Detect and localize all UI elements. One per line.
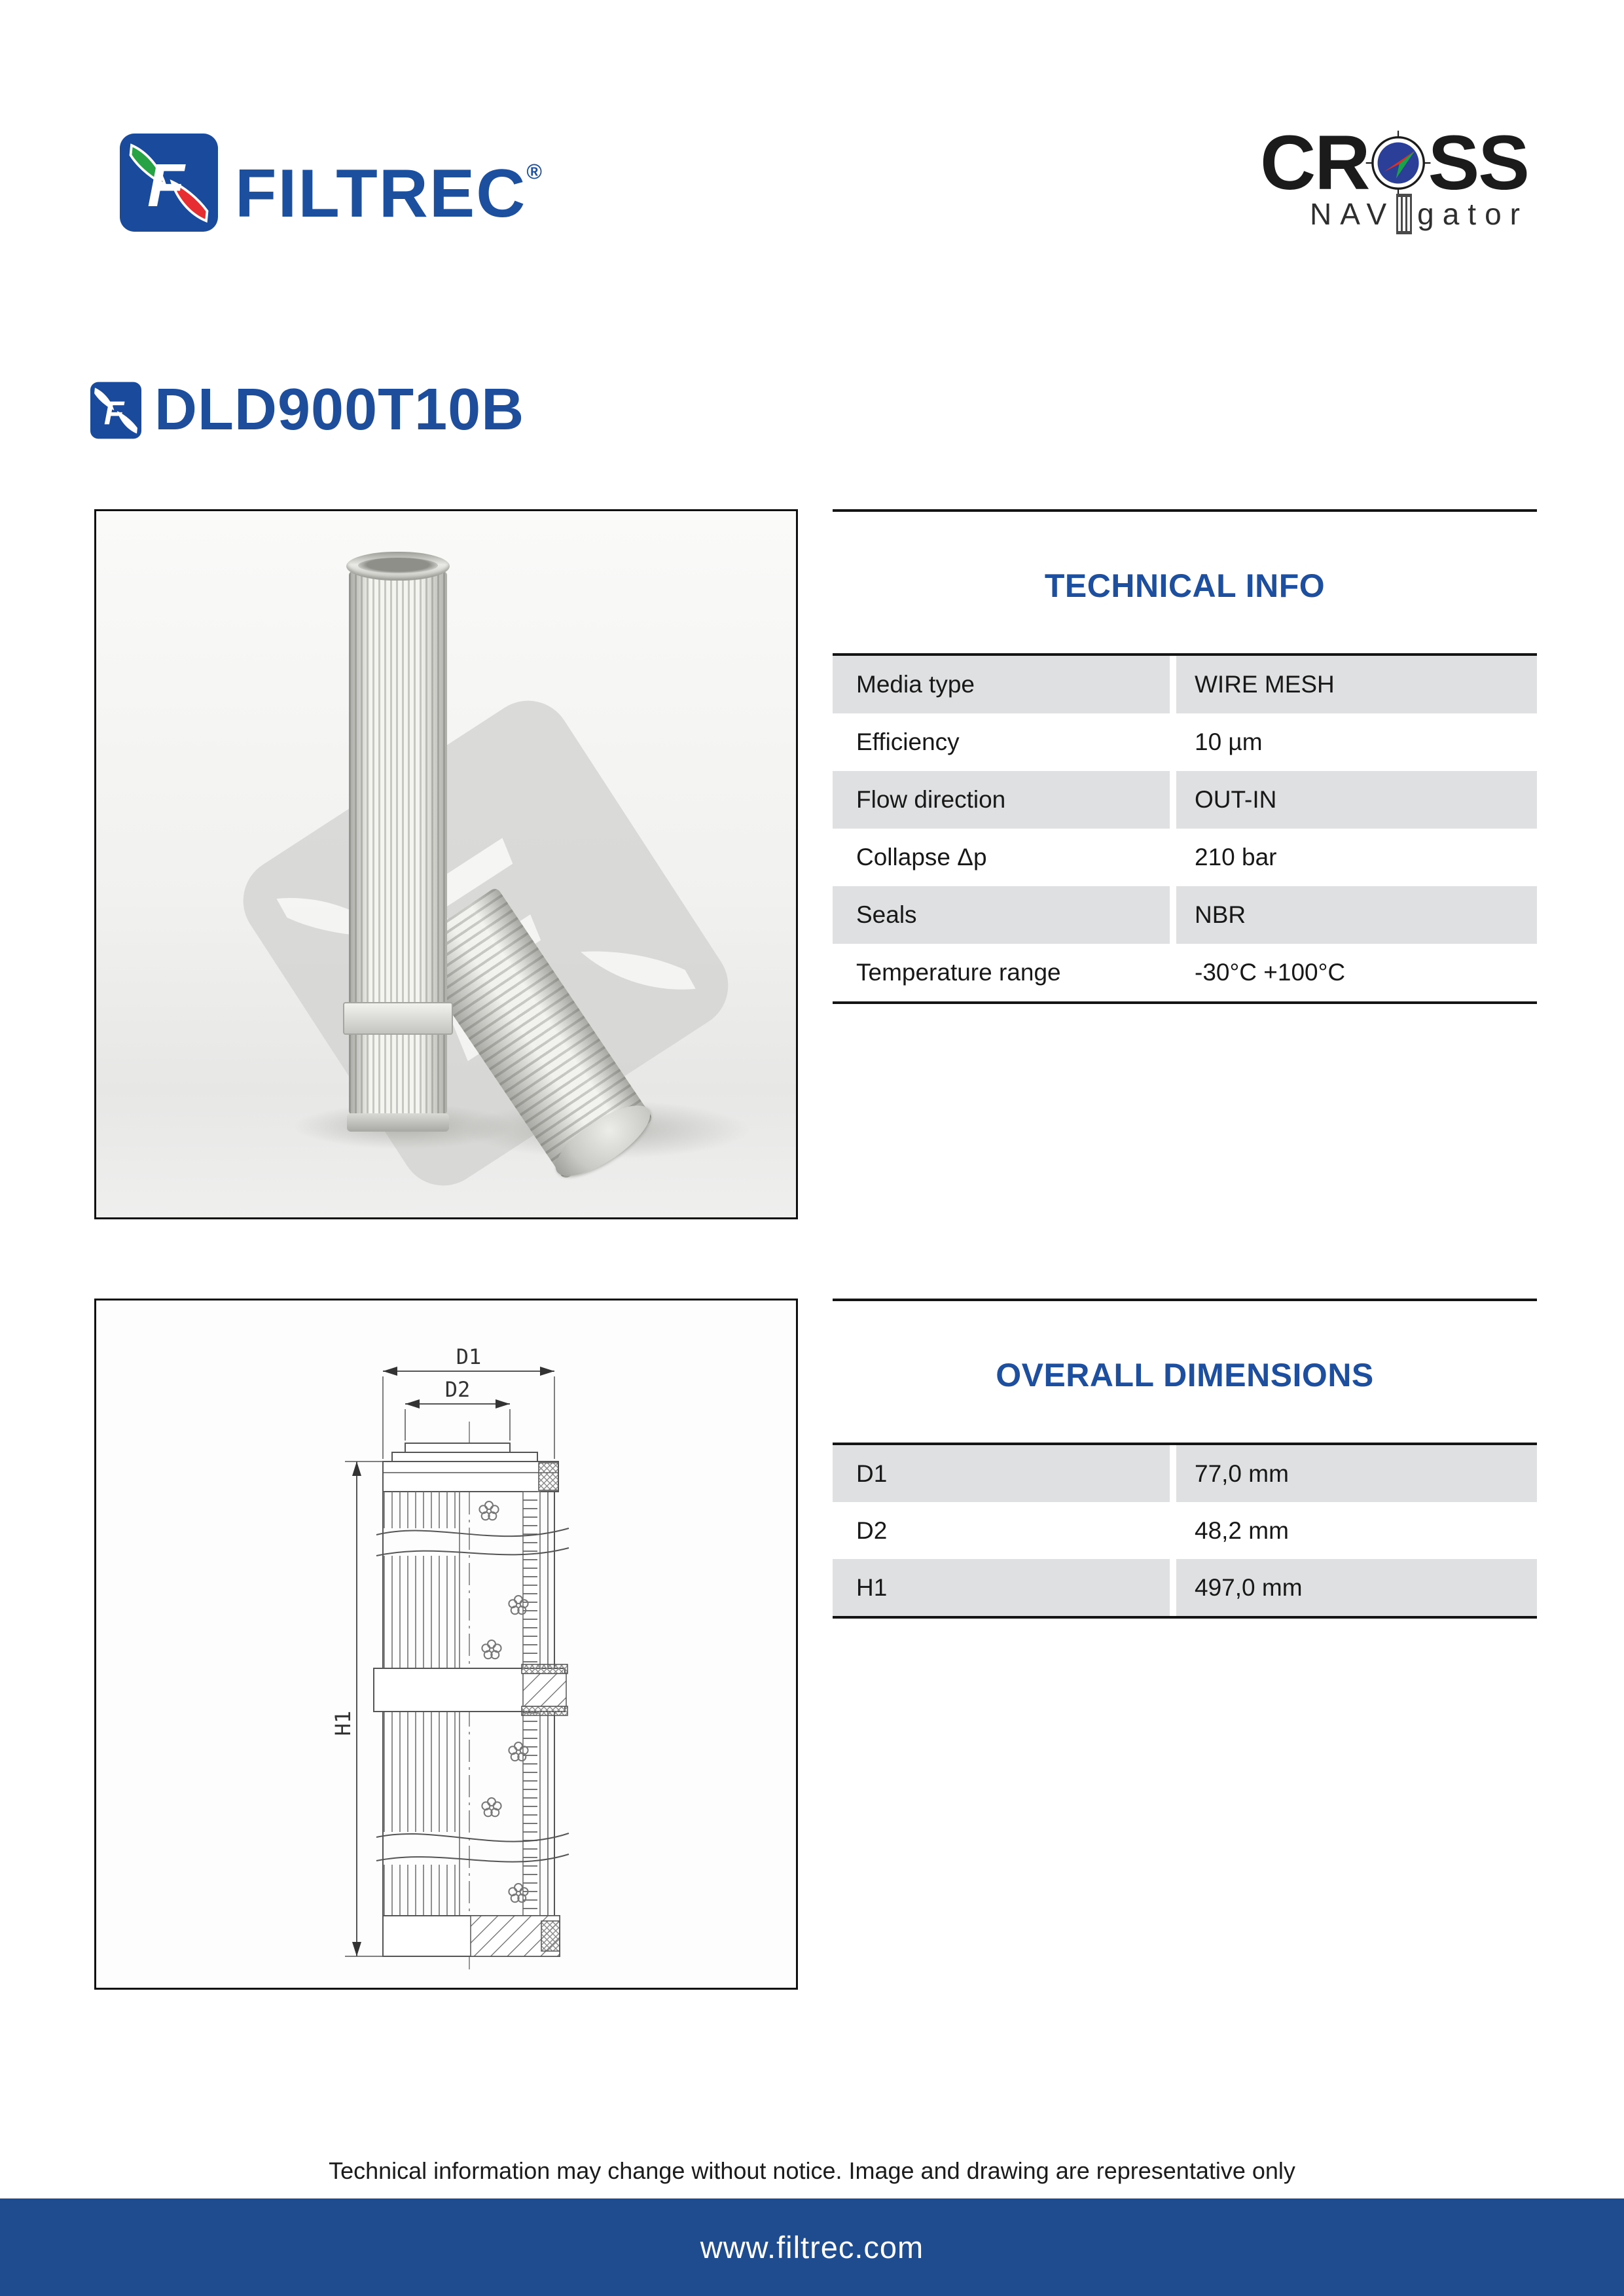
spec-value: 10 µm [1176, 713, 1537, 771]
product-code: DLD900T10B [154, 377, 525, 442]
website-link[interactable]: www.filtrec.com [700, 2230, 924, 2265]
overall-dimensions-column [833, 1299, 1537, 1619]
table-row [833, 1445, 1537, 1502]
column-icon [1396, 194, 1412, 234]
svg-text:F: F [147, 151, 185, 219]
spec-label: Flow direction [833, 771, 1170, 829]
overall-dimensions-heading: OVERALL DIMENSIONS [996, 1357, 1374, 1393]
filtrec-wordmark: FILTREC® [235, 156, 543, 232]
registered-trademark: ® [526, 160, 543, 183]
gator-text: gator [1417, 197, 1528, 231]
disclaimer-text: Technical information may change without notice. Image and drawing are representative only [329, 2157, 1295, 2184]
spec-value: 210 bar [1176, 829, 1537, 886]
dimension-label: H1 [833, 1559, 1170, 1616]
cross-text-ss: SS [1428, 120, 1528, 206]
top-cap [346, 552, 450, 581]
svg-text:D1: D1 [456, 1344, 482, 1369]
overall-dimensions-table [833, 1443, 1537, 1619]
technical-drawing-box [94, 1299, 798, 1990]
technical-info-table [833, 653, 1537, 1004]
technical-drawing [96, 1300, 796, 1988]
section-rule [833, 1299, 1537, 1301]
spec-value: WIRE MESH [1176, 656, 1537, 713]
spec-label: Media type [833, 656, 1170, 713]
technical-info-column [833, 509, 1537, 1004]
spec-label: Efficiency [833, 713, 1170, 771]
cross-navigator-logo [1260, 120, 1528, 234]
dimension-value: 497,0 mm [1176, 1559, 1537, 1616]
filtrec-logo-icon [120, 134, 218, 232]
table-row [833, 656, 1537, 713]
table-row [833, 1559, 1537, 1616]
support-band [343, 1002, 453, 1035]
section-rule [833, 509, 1537, 512]
spec-value: NBR [1176, 886, 1537, 944]
bottom-cap [347, 1113, 449, 1132]
filtrec-logo [120, 122, 543, 243]
table-row [833, 944, 1537, 1001]
nav-text: NAV [1309, 197, 1396, 231]
svg-text:D2: D2 [444, 1377, 471, 1402]
dimension-value: 77,0 mm [1176, 1445, 1537, 1502]
spec-label: Collapse Δp [833, 829, 1170, 886]
svg-text:H1: H1 [331, 1710, 355, 1736]
spec-value: OUT-IN [1176, 771, 1537, 829]
table-row [833, 713, 1537, 771]
table-row [833, 829, 1537, 886]
filter-element-vertical [349, 552, 447, 1132]
cross-logo-line1 [1260, 120, 1528, 206]
product-photo [94, 509, 798, 1219]
spec-label: Temperature range [833, 944, 1170, 1001]
footer-bar [0, 2198, 1624, 2296]
dimension-label: D1 [833, 1445, 1170, 1502]
svg-text:F: F [103, 394, 124, 431]
dimension-value: 48,2 mm [1176, 1502, 1537, 1559]
filtrec-f-icon [90, 382, 141, 439]
cross-text-cr: CR [1260, 120, 1369, 206]
dimension-label: D2 [833, 1502, 1170, 1559]
product-title-row [90, 376, 524, 444]
spec-label: Seals [833, 886, 1170, 944]
spec-value: -30°C +100°C [1176, 944, 1537, 1001]
table-row [833, 1502, 1537, 1559]
table-row [833, 886, 1537, 944]
compass-icon [1365, 124, 1432, 202]
table-row [833, 771, 1537, 829]
technical-info-heading: TECHNICAL INFO [1044, 567, 1326, 604]
